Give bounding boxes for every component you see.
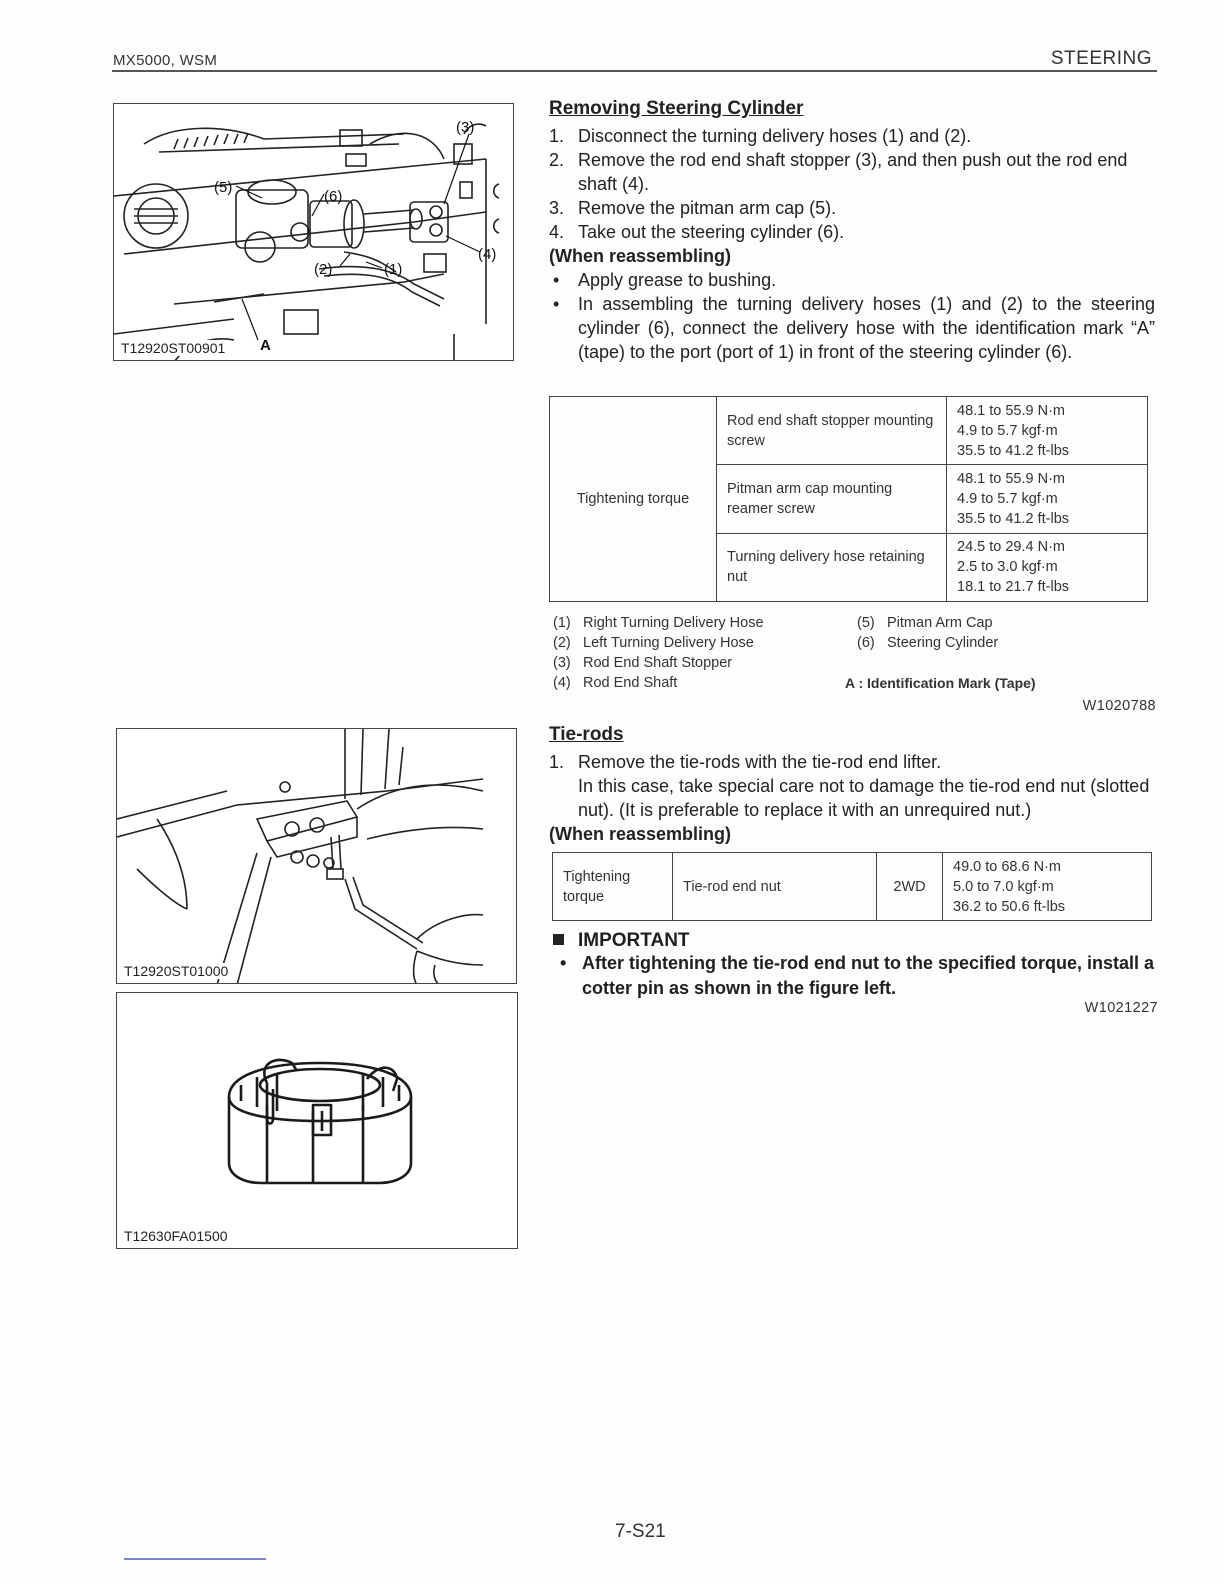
important-title: IMPORTANT xyxy=(578,930,690,951)
step-text: Remove the rod end shaft stopper (3), and then push out the rod end shaft (4). xyxy=(578,150,1128,194)
reference-code: W1021227 xyxy=(1084,1000,1158,1016)
step-item xyxy=(549,196,1155,220)
section-title: Removing Steering Cylinder xyxy=(549,98,804,119)
callout-4: (4) xyxy=(478,246,497,263)
torque-values xyxy=(947,465,1148,533)
step-text: Disconnect the turning delivery hoses (1) and (2). xyxy=(578,126,972,146)
callout-6: (6) xyxy=(324,188,343,205)
legend-mark: A : Identification Mark (Tape) xyxy=(845,675,1036,691)
torque-kgfm: 4.9 to 5.7 kgf·m xyxy=(957,490,1058,507)
step-item xyxy=(549,220,1155,244)
callout-a: A xyxy=(260,337,271,354)
legend-item: (6) Steering Cylinder xyxy=(857,635,999,651)
figure-caption: T12920ST00901 xyxy=(121,340,228,356)
page-number: 7-S21 xyxy=(615,1521,666,1542)
step-text: Remove the tie-rods with the tie-rod end lifter. xyxy=(578,752,942,772)
callout-3: (3) xyxy=(456,119,475,136)
torque-label: Tightening torque xyxy=(550,397,717,602)
torque-nm: 49.0 to 68.6 N·m xyxy=(953,858,1061,875)
steering-cylinder-drawing xyxy=(114,104,514,361)
torque-table-tie-rod xyxy=(552,852,1152,921)
steps-list xyxy=(549,124,1155,244)
step-number: 1. xyxy=(549,752,565,772)
torque-kgfm: 5.0 to 7.0 kgf·m xyxy=(953,878,1054,895)
header-section-title: STEERING xyxy=(1050,48,1152,69)
figure-caption: T12920ST01000 xyxy=(124,963,231,979)
important-heading xyxy=(553,930,690,952)
section-removing-steering-cylinder xyxy=(549,97,1155,364)
torque-values xyxy=(943,853,1152,921)
torque-table-steering xyxy=(549,396,1148,602)
step-item xyxy=(549,148,1155,196)
step-number: 2. xyxy=(549,150,565,170)
legend-item: (5) Pitman Arm Cap xyxy=(857,615,993,631)
header-manual-id: MX5000, WSM xyxy=(113,52,218,69)
torque-ftlbs: 36.2 to 50.6 ft-lbs xyxy=(953,898,1066,915)
slotted-nut-drawing xyxy=(117,993,518,1249)
section-title: Tie-rods xyxy=(549,724,624,745)
reassembling-title: (When reassembling) xyxy=(549,824,732,844)
torque-ftlbs: 35.5 to 41.2 ft-lbs xyxy=(957,510,1070,527)
torque-nm: 48.1 to 55.9 N·m xyxy=(957,470,1065,487)
figure-steering-cylinder xyxy=(113,103,514,361)
important-note xyxy=(553,951,1158,1001)
step-item xyxy=(549,750,1157,822)
step-number: 3. xyxy=(549,198,565,218)
reference-code: W1020788 xyxy=(1082,698,1156,714)
legend-item: (2) Left Turning Delivery Hose xyxy=(553,635,754,651)
figure-tie-rod-lifter xyxy=(116,728,517,984)
torque-nm: 24.5 to 29.4 N·m xyxy=(957,539,1065,556)
legend-item: (1) Right Turning Delivery Hose xyxy=(553,615,764,631)
torque-model: 2WD xyxy=(877,853,943,921)
bullet-item: • In assembling the turning delivery hoses (1) and (2) to the steering cylinder (6), connect the delivery hose with the identification mark “A” (tape) to the port (port of 1) in front of the steering cylinder (6). xyxy=(549,292,1155,364)
step-number: 4. xyxy=(549,222,565,242)
legend-item: (3) Rod End Shaft Stopper xyxy=(553,655,733,671)
bullet-item: • Apply grease to bushing. xyxy=(549,268,1155,292)
step-item xyxy=(549,124,1155,148)
step-number: 1. xyxy=(549,126,565,146)
footer-rule xyxy=(124,1558,266,1560)
step-text: Remove the pitman arm cap (5). xyxy=(578,198,837,218)
important-text: After tightening the tie-rod end nut to the specified torque, install a cotter pin as shown in the figure left. xyxy=(582,953,1155,998)
legend-item: (4) Rod End Shaft xyxy=(553,675,678,691)
torque-item: Pitman arm cap mounting reamer screw xyxy=(717,465,947,533)
bullet-icon: • xyxy=(560,953,567,973)
header-rule xyxy=(112,70,1157,72)
callout-5: (5) xyxy=(214,179,233,196)
torque-values xyxy=(947,533,1148,601)
tie-rod-lifter-drawing xyxy=(117,729,517,984)
torque-ftlbs: 18.1 to 21.7 ft-lbs xyxy=(957,579,1070,596)
figure-slotted-nut xyxy=(116,992,518,1249)
torque-kgfm: 2.5 to 3.0 kgf·m xyxy=(957,559,1058,576)
square-bullet-icon xyxy=(553,934,564,945)
torque-kgfm: 4.9 to 5.7 kgf·m xyxy=(957,422,1058,439)
callout-2: (2) xyxy=(314,261,333,278)
step-note: In this case, take special care not to damage the tie-rod end nut (slotted nut). (It is preferable to replace it with an unrequired nut.) xyxy=(578,776,1150,820)
reassembling-title: (When reassembling) xyxy=(549,246,732,266)
torque-item: Tie-rod end nut xyxy=(673,853,877,921)
torque-nm: 48.1 to 55.9 N·m xyxy=(957,402,1065,419)
torque-values xyxy=(947,397,1148,465)
section-tie-rods xyxy=(549,723,1157,846)
reassembling-bullets xyxy=(549,268,1155,364)
torque-ftlbs: 35.5 to 41.2 ft-lbs xyxy=(957,442,1070,459)
torque-label: Tightening torque xyxy=(553,853,673,921)
callout-1: (1) xyxy=(384,261,403,278)
step-text: Take out the steering cylinder (6). xyxy=(578,222,845,242)
torque-item: Turning delivery hose retaining nut xyxy=(717,533,947,601)
torque-item: Rod end shaft stopper mounting screw xyxy=(717,397,947,465)
figure-caption: T12630FA01500 xyxy=(124,1228,231,1244)
